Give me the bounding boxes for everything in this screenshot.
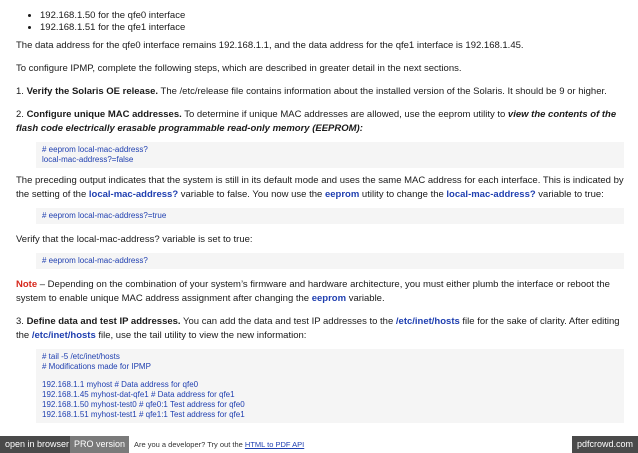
code-gap: [42, 372, 618, 380]
preceding-text-2: variable to false. You now use the: [178, 189, 325, 200]
pdfcrowd-footer-bar: [0, 436, 638, 453]
code-line: # eeprom local-mac-address?: [42, 256, 148, 265]
bullet-item: • 192.168.1.51 for the qfe1 interface: [40, 22, 624, 34]
paragraph-data-address: The data address for the qfe0 interface remains 192.168.1.1, and the data address for the qfe1 interface is 192.168.1.45.: [16, 40, 524, 51]
code-block-eeprom-query: [36, 142, 624, 168]
step-1-text: The /etc/release file contains information about the installed version of the Solaris. It should be 9 or higher.: [158, 86, 607, 97]
utility-eeprom: eeprom: [324, 189, 360, 200]
step-3: [16, 315, 624, 343]
code-line: 192.168.1.1 myhost # Data address for qfe0: [42, 380, 199, 389]
step-2-title: Configure unique MAC addresses.: [26, 109, 182, 120]
code-line: # eeprom local-mac-address?=true: [42, 211, 167, 220]
step-1-title: Verify the Solaris OE release.: [26, 86, 159, 97]
paragraph-preceding-output: [16, 174, 624, 202]
variable-local-mac-address: local-mac-address?: [88, 189, 179, 200]
note-label: Note: [16, 279, 38, 290]
step-3-text-1: You can add the data and test IP addresses to the: [180, 316, 396, 327]
step-3-title: Define data and test IP addresses.: [26, 316, 181, 327]
hosts-file-path: /etc/inet/hosts: [31, 330, 96, 341]
step-3-text-3: file, use the tail utility to view the new information:: [95, 330, 307, 341]
paragraph-configure-ipmp: To configure IPMP, complete the following steps, which are described in greater detail in the next sections.: [16, 63, 462, 74]
developer-promo-text: Are you a developer? Try out the: [134, 440, 245, 449]
step-1-number: 1.: [16, 86, 27, 97]
code-block-eeprom-verify: [36, 253, 624, 269]
note-text-2: variable.: [346, 293, 385, 304]
note-paragraph: [16, 278, 624, 306]
note-eeprom: eeprom: [311, 293, 347, 304]
paragraph-verify: Verify that the local-mac-address? variable is set to true:: [16, 234, 253, 245]
pdfcrowd-brand-link[interactable]: pdfcrowd.com: [572, 436, 638, 453]
step-2: [16, 108, 624, 136]
hosts-file-path: /etc/inet/hosts: [395, 316, 460, 327]
ip-bullet-list: [16, 10, 624, 34]
step-2-text: To determine if unique MAC addresses are allowed, use the eeprom utility to: [181, 109, 508, 120]
bullet-item: • 192.168.1.50 for the qfe0 interface: [40, 10, 624, 22]
open-in-browser-button[interactable]: open in browser: [0, 436, 74, 453]
code-line: local-mac-address?=false: [42, 155, 134, 164]
preceding-text-3: utility to change the: [359, 189, 447, 200]
code-line: # tail -5 /etc/inet/hosts: [42, 352, 120, 361]
code-line: 192.168.1.50 myhost-test0 # qfe0:1 Test address for qfe0: [42, 400, 245, 409]
document-content: [16, 10, 624, 429]
code-block-hosts: [36, 349, 624, 423]
step-3-text-2: file for the sake of clarity. After editing the: [16, 316, 620, 341]
preceding-text-4: variable to true:: [535, 189, 604, 200]
step-2-number: 2.: [16, 109, 27, 120]
note-text-1: – Depending on the combination of your system’s firmware and hardware architecture, you must either plumb the interface or reboot the system to enable unique MAC address assignment after changing the: [16, 279, 610, 304]
preceding-text-1: The preceding output indicates that the system is still in its default mode and uses the same MAC address for each interface. This is indicated by the setting of the: [16, 175, 624, 200]
step-1: [16, 85, 624, 99]
code-line: 192.168.1.45 myhost-dat-qfe1 # Data address for qfe1: [42, 390, 235, 399]
code-line: # eeprom local-mac-address?: [42, 145, 148, 154]
code-line: # Modifications made for IPMP: [42, 362, 151, 371]
step-2-emphasis: view the contents of the flash code electrically erasable programmable read-only memory (EEPROM):: [16, 109, 617, 134]
step-3-number: 3.: [16, 316, 27, 327]
code-line: 192.168.1.51 myhost-test1 # qfe1:1 Test address for qfe1: [42, 410, 245, 419]
developer-promo: [134, 436, 304, 453]
variable-local-mac-address: local-mac-address?: [446, 189, 536, 200]
pro-version-button[interactable]: PRO version: [70, 436, 129, 453]
code-block-eeprom-set: [36, 208, 624, 224]
html-to-pdf-api-link[interactable]: HTML to PDF API: [244, 440, 305, 449]
